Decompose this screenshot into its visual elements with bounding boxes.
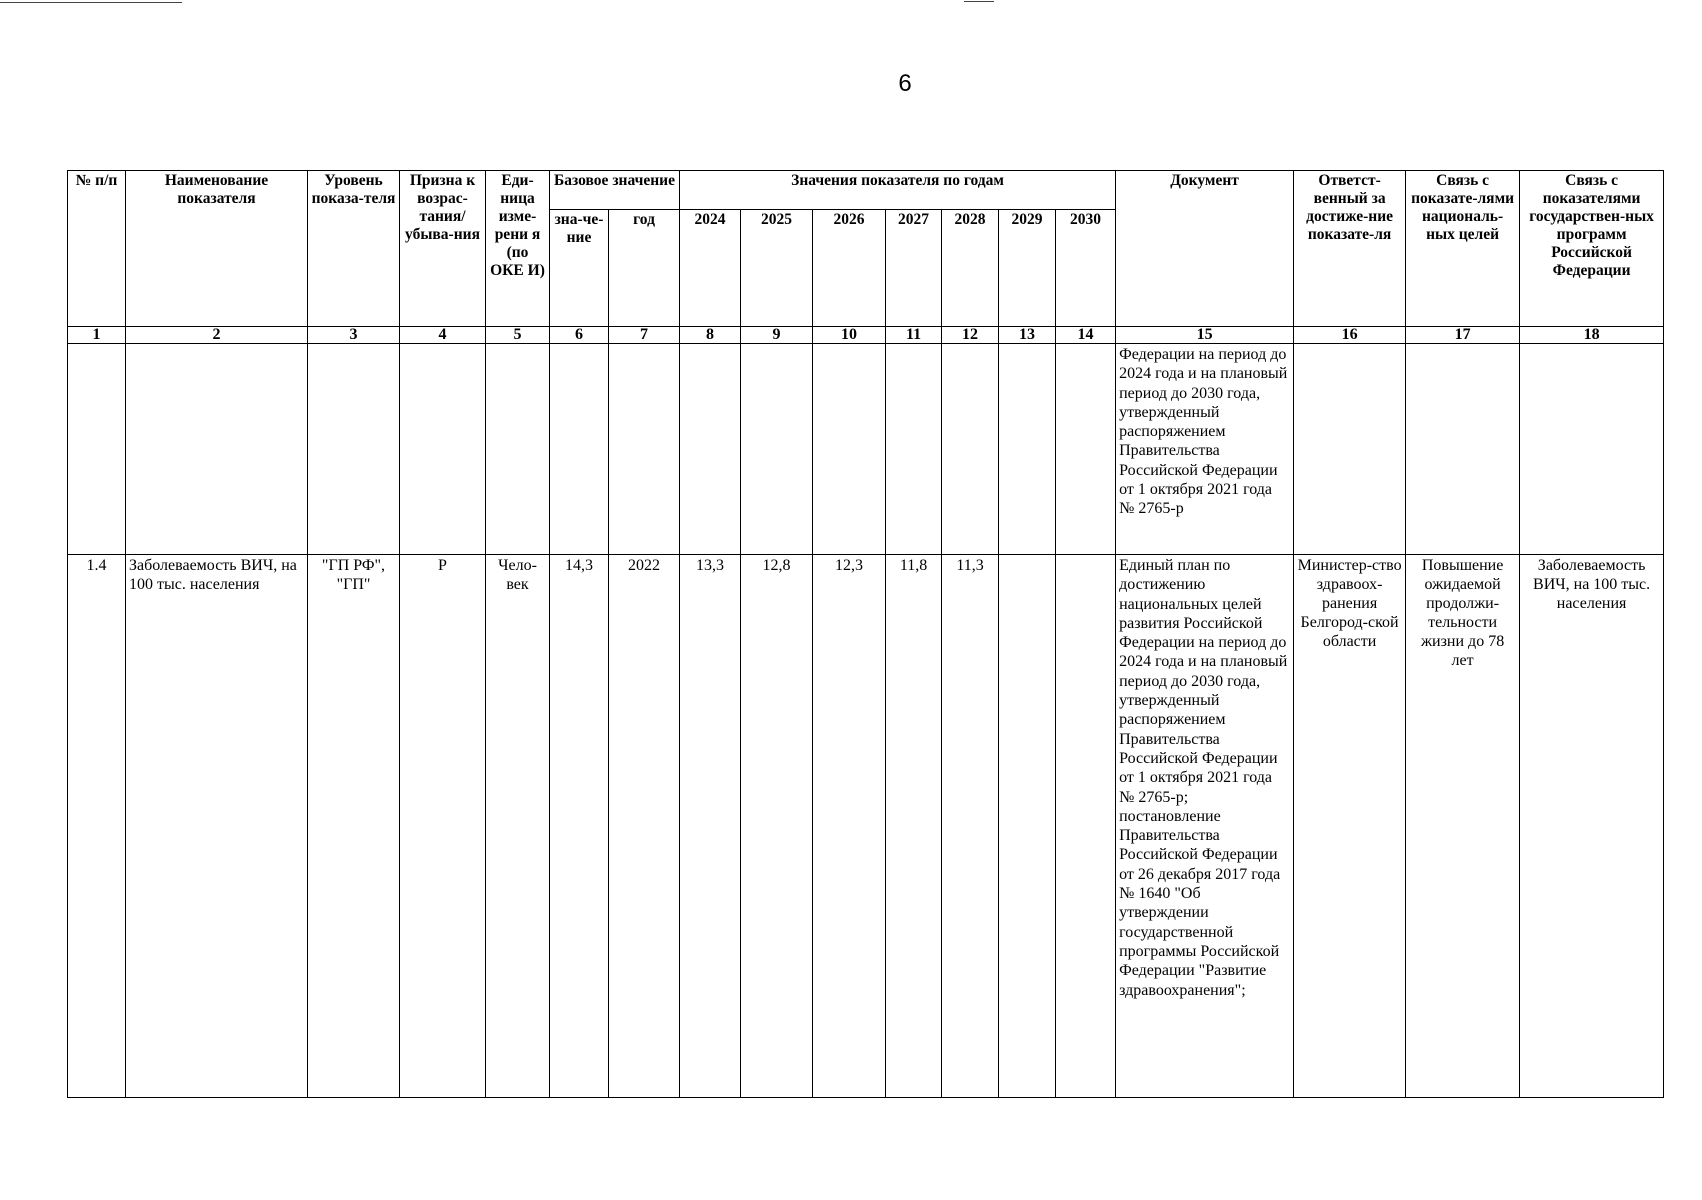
- header-year-2026: 2026: [813, 210, 886, 327]
- empty-cell: [400, 344, 486, 555]
- header-year-2027: 2027: [886, 210, 942, 327]
- row-value-2026: 12,3: [813, 555, 886, 1098]
- header-trend: Призна к возрас-тания/ убыва-ния: [400, 171, 486, 327]
- header-year-2028: 2028: [942, 210, 999, 327]
- column-number: 7: [609, 327, 680, 344]
- header-state-programs: Связь с показателями государствен-ных программ Российской Федерации: [1520, 171, 1664, 327]
- column-number: 1: [68, 327, 126, 344]
- column-number: 4: [400, 327, 486, 344]
- header-document: Документ: [1116, 171, 1294, 327]
- scan-artifact-line: [964, 1, 994, 2]
- row-value-2029: [999, 555, 1056, 1098]
- empty-cell: [741, 344, 813, 555]
- column-number: 12: [942, 327, 999, 344]
- header-unit: Еди-ница изме-рени я (по ОКЕ И): [486, 171, 550, 327]
- column-number: 18: [1520, 327, 1664, 344]
- header-base-value: зна-че-ние: [550, 210, 609, 327]
- header-responsible: Ответст-венный за достиже-ние показате-ля: [1294, 171, 1406, 327]
- column-number: 8: [680, 327, 741, 344]
- table-row: [68, 555, 1664, 1098]
- header-base-year: год: [609, 210, 680, 327]
- row-value-2024: 13,3: [680, 555, 741, 1098]
- empty-cell: [999, 344, 1056, 555]
- column-number-row: [68, 327, 1664, 344]
- column-number: 11: [886, 327, 942, 344]
- empty-cell: [1406, 344, 1520, 555]
- column-number: 6: [550, 327, 609, 344]
- column-number: 13: [999, 327, 1056, 344]
- header-year-2030: 2030: [1056, 210, 1116, 327]
- row-name: Заболеваемость ВИЧ, на 100 тыс. населения: [126, 555, 308, 1098]
- column-number: 3: [308, 327, 400, 344]
- row-state-programs: Заболеваемость ВИЧ, на 100 тыс. населения: [1520, 555, 1664, 1098]
- row-value-2028: 11,3: [942, 555, 999, 1098]
- empty-cell: [1056, 344, 1116, 555]
- scan-artifact-line: [0, 2, 182, 3]
- row-level: "ГП РФ", "ГП": [308, 555, 400, 1098]
- page-number: 6: [898, 70, 912, 97]
- empty-cell: [126, 344, 308, 555]
- row-responsible: Министер-ство здравоох-ранения Белгород-ской области: [1294, 555, 1406, 1098]
- empty-cell: [308, 344, 400, 555]
- column-number: 14: [1056, 327, 1116, 344]
- empty-cell: [942, 344, 999, 555]
- row-value-2027: 11,8: [886, 555, 942, 1098]
- header-base: Базовое значение: [550, 171, 680, 210]
- column-number: 10: [813, 327, 886, 344]
- row-base-year: 2022: [609, 555, 680, 1098]
- indicators-table: [67, 170, 1664, 1098]
- row-national-goals: Повышение ожидаемой продолжи-тельности жизни до 78 лет: [1406, 555, 1520, 1098]
- column-number: 16: [1294, 327, 1406, 344]
- row-document: Единый план по достижению национальных целей развития Российской Федерации на период до 2024 года и на плановый период до 2030 года, утвержденный распоряжением Правительства Российской Федерации от 1 октября 2021 года № 2765-р; постановление Правительства Российской Федерации от 26 декабря 2017 года № 1640 "Об утверждении государственной программы Российской Федерации "Развитие здравоохранения";: [1116, 555, 1294, 1098]
- header-national-goals: Связь с показате-лями националь-ных целей: [1406, 171, 1520, 327]
- header-year-2025: 2025: [741, 210, 813, 327]
- row-base-value: 14,3: [550, 555, 609, 1098]
- column-number: 15: [1116, 327, 1294, 344]
- row-value-2025: 12,8: [741, 555, 813, 1098]
- row-trend: Р: [400, 555, 486, 1098]
- empty-cell: [886, 344, 942, 555]
- empty-cell: [609, 344, 680, 555]
- header-num: № п/п: [68, 171, 126, 327]
- empty-cell: [1520, 344, 1664, 555]
- header-level: Уровень показа-теля: [308, 171, 400, 327]
- column-number: 17: [1406, 327, 1520, 344]
- empty-cell: [1294, 344, 1406, 555]
- header-row-top: [68, 171, 1664, 210]
- row-unit: Чело-век: [486, 555, 550, 1098]
- column-number: 5: [486, 327, 550, 344]
- empty-cell: [486, 344, 550, 555]
- empty-cell: [550, 344, 609, 555]
- header-name: Наименование показателя: [126, 171, 308, 327]
- empty-cell: [813, 344, 886, 555]
- header-year-2029: 2029: [999, 210, 1056, 327]
- row-value-2030: [1056, 555, 1116, 1098]
- header-year-2024: 2024: [680, 210, 741, 327]
- row-num: 1.4: [68, 555, 126, 1098]
- continuation-row: [68, 344, 1664, 555]
- continuation-document: Федерации на период до 2024 года и на плановый период до 2030 года, утвержденный распоряжением Правительства Российской Федерации от 1 октября 2021 года № 2765-р: [1116, 344, 1294, 555]
- header-years-group: Значения показателя по годам: [680, 171, 1116, 210]
- column-number: 2: [126, 327, 308, 344]
- column-number: 9: [741, 327, 813, 344]
- empty-cell: [68, 344, 126, 555]
- empty-cell: [680, 344, 741, 555]
